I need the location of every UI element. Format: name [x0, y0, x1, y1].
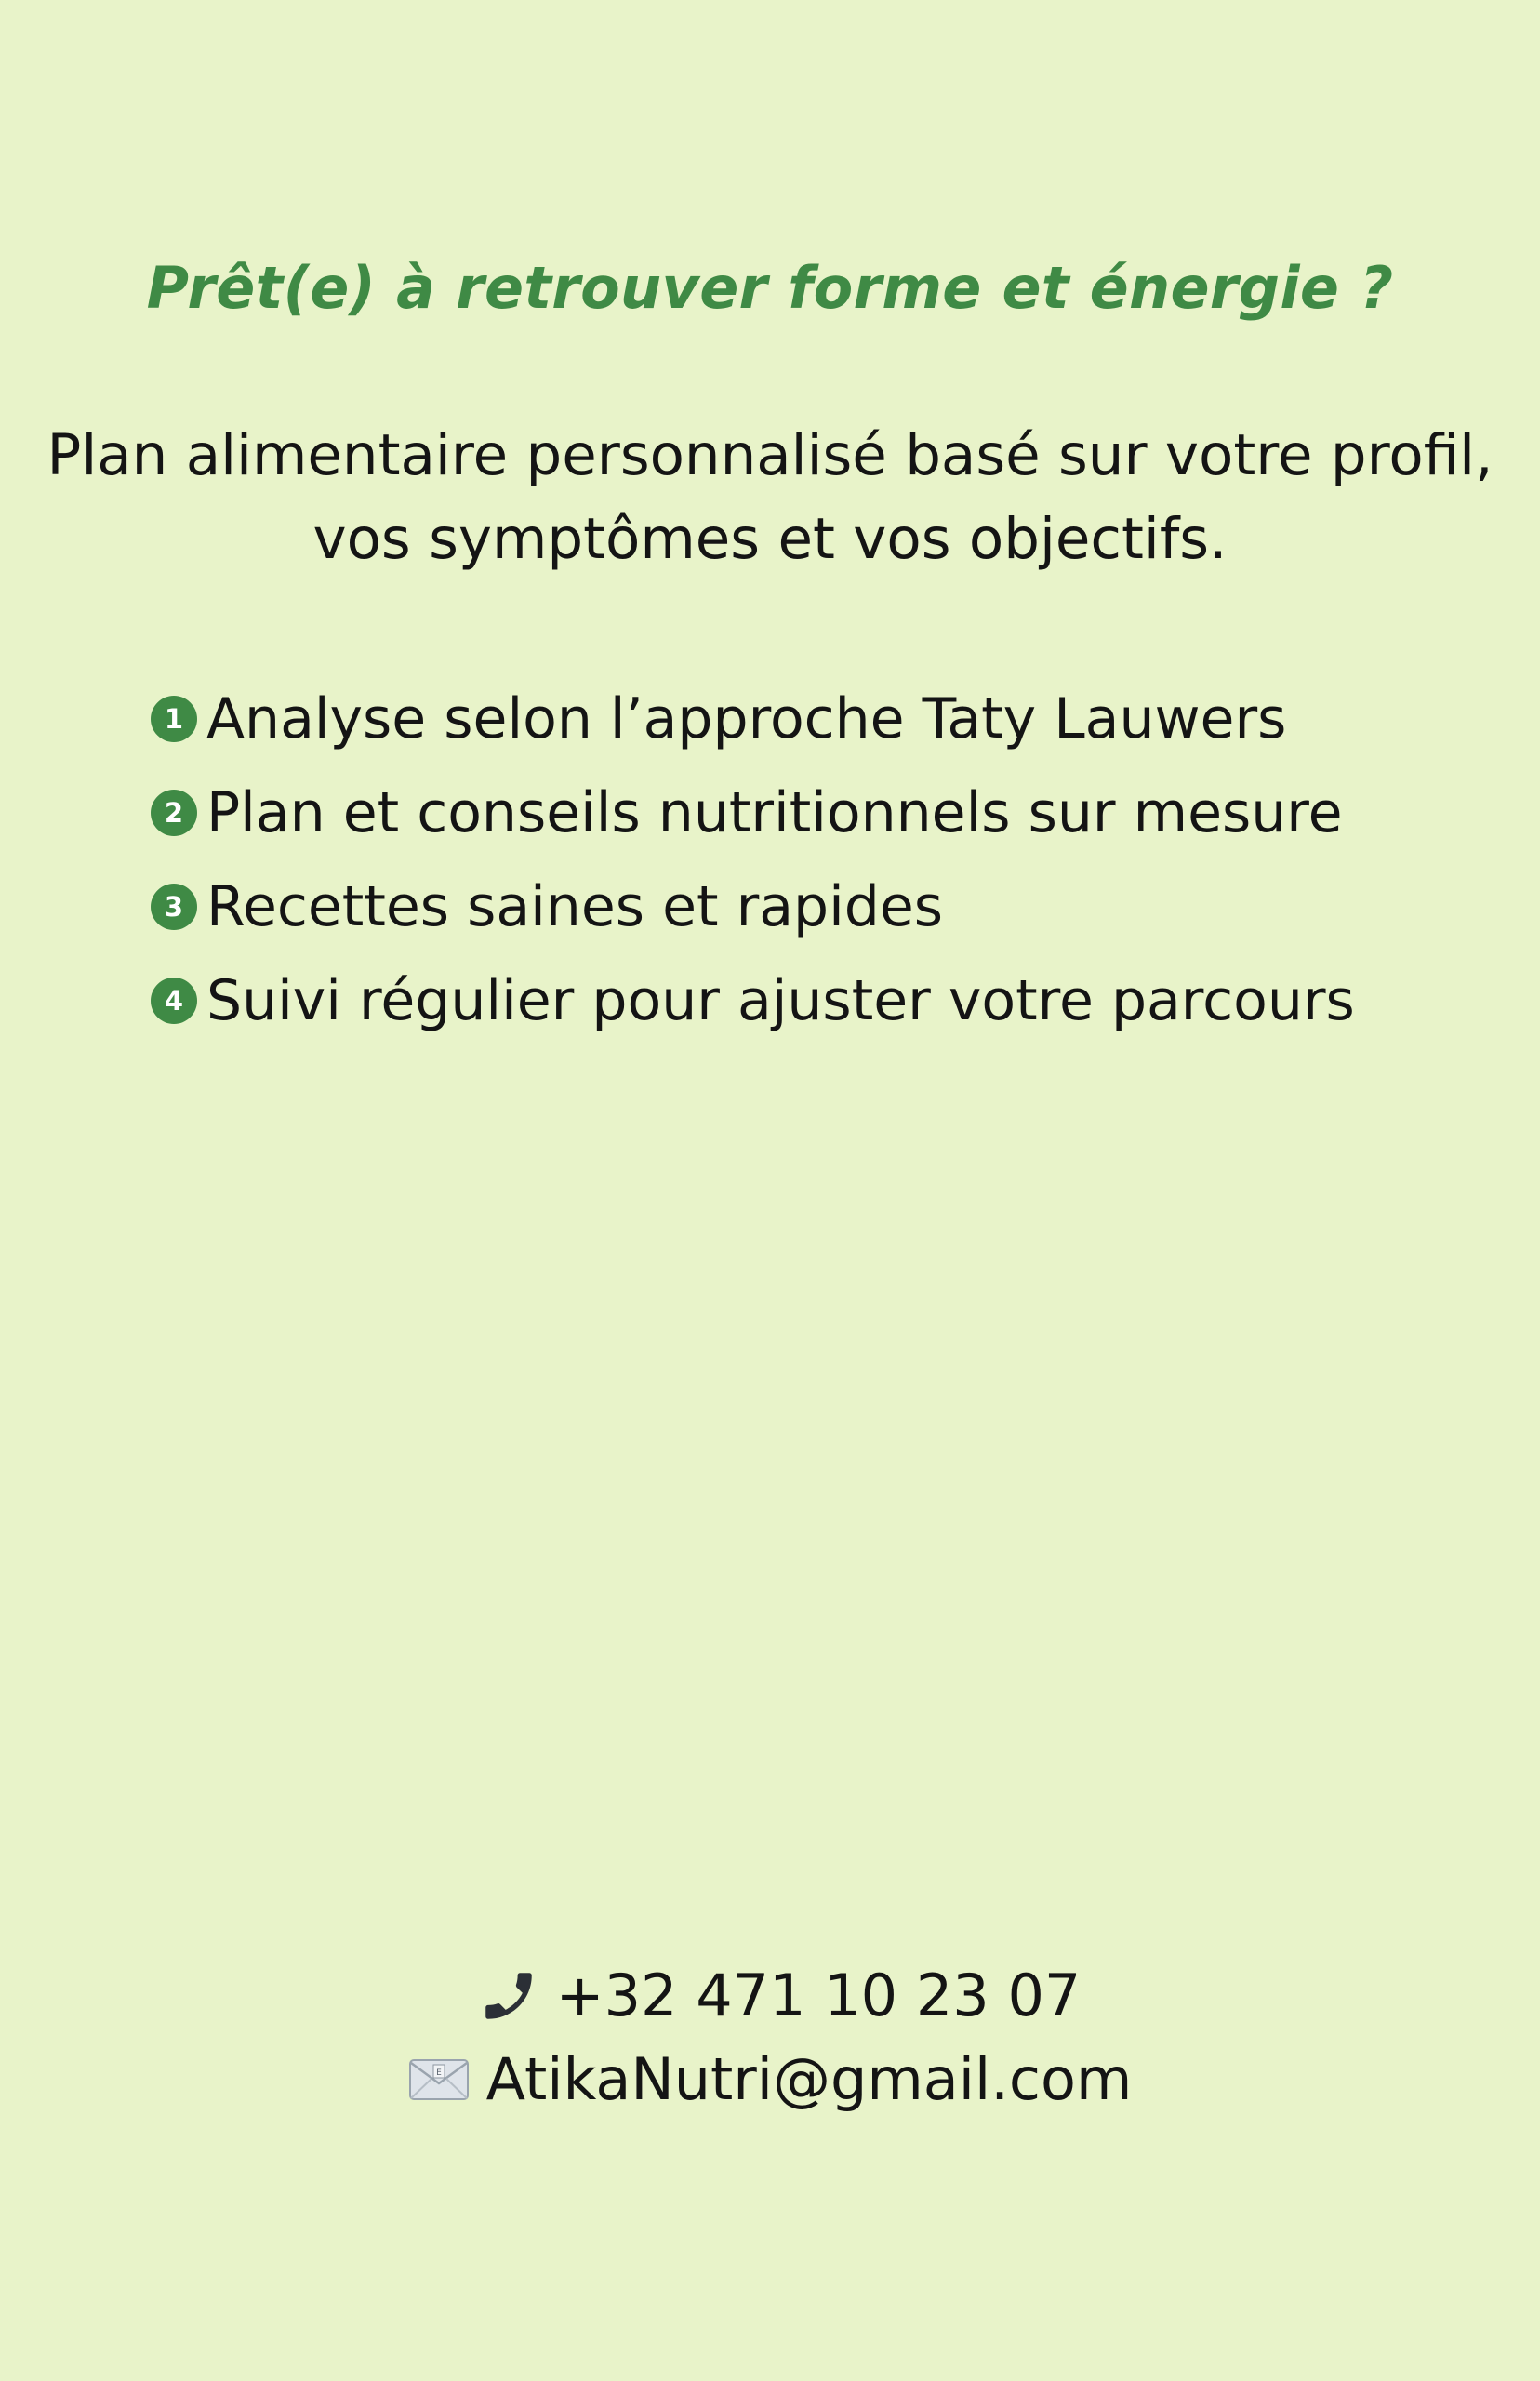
phone-number[interactable]: +32 471 10 23 07 [555, 1962, 1082, 2029]
number-two-badge-icon: 2 [151, 790, 197, 836]
feature-text: Analyse selon l’approche Taty Lauwers [206, 685, 1287, 752]
feature-item [151, 765, 1490, 859]
feature-list [151, 672, 1490, 1047]
envelope-icon [408, 2056, 470, 2103]
feature-item [151, 953, 1490, 1047]
feature-item [151, 672, 1490, 765]
headline: Prêt(e) à retrouver forme et énergie ? [146, 254, 1394, 322]
number-one-badge-icon: 1 [151, 696, 197, 742]
svg-text:E: E [435, 2068, 442, 2078]
email-address[interactable]: AtikaNutri@gmail.com [485, 2045, 1133, 2113]
feature-text: Plan et conseils nutritionnels sur mesure [206, 779, 1343, 845]
intro-text [37, 414, 1503, 581]
feature-text: Recettes saines et rapides [206, 873, 944, 939]
telephone-receiver-icon [478, 1965, 539, 2027]
intro-line-1: Plan alimentaire personnalisé basé sur votre profil, [46, 422, 1494, 488]
phone-contact [0, 1961, 1540, 2031]
feature-text: Suivi régulier pour ajuster votre parcours [206, 967, 1355, 1033]
feature-item [151, 859, 1490, 953]
email-contact [0, 2042, 1540, 2117]
number-three-badge-icon: 3 [151, 884, 197, 930]
number-four-badge-icon: 4 [151, 978, 197, 1024]
intro-line-2: vos symptômes et vos objectifs. [312, 506, 1228, 572]
